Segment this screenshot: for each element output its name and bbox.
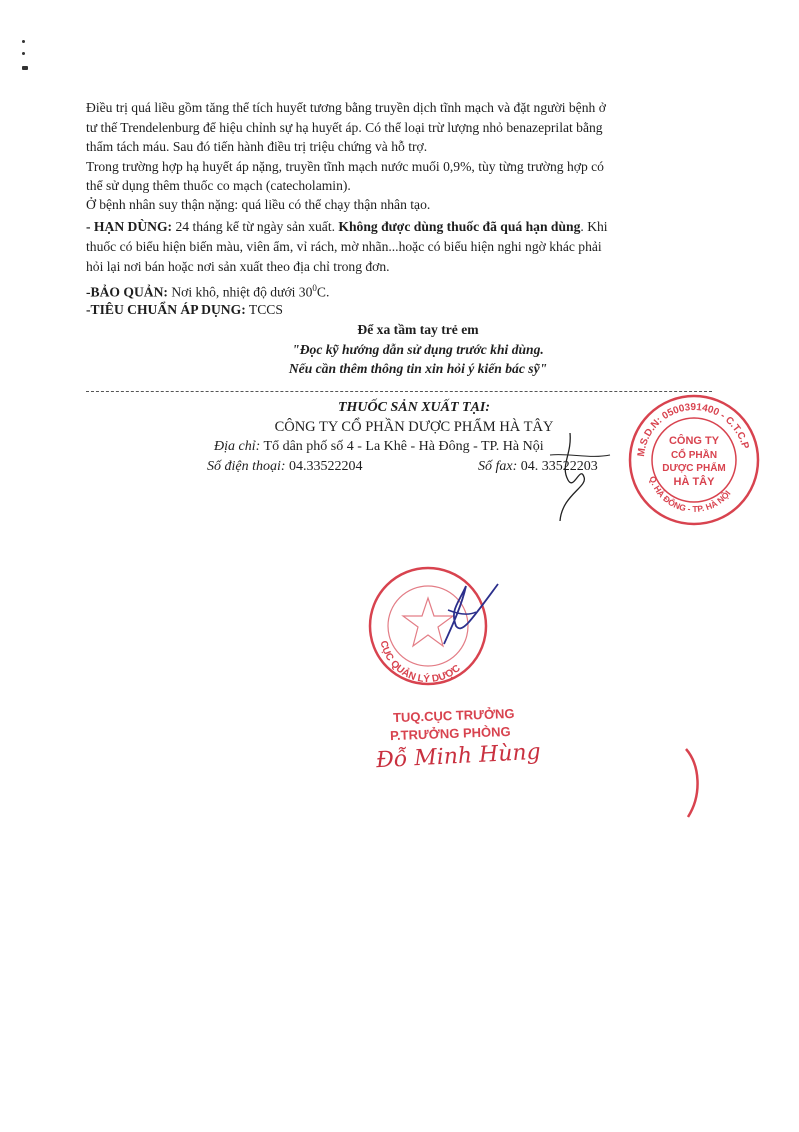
- body-line: Ở bệnh nhân suy thận nặng: quá liều có thể chạy thận nhân tạo.: [86, 197, 431, 212]
- body-line: thể sử dụng thêm thuốc co mạch (catecholamin).: [86, 178, 351, 193]
- expiry-line-3: hỏi lại nơi bán hoặc nơi sản xuất theo địa chỉ trong đơn.: [86, 259, 390, 274]
- storage-text: Nơi khô, nhiệt độ dưới 30: [167, 284, 313, 300]
- scan-mark: [22, 40, 25, 43]
- stamp-line-2: CỔ PHẦN: [670, 450, 718, 461]
- stamp-line-3: DƯỢC PHẨM: [662, 463, 726, 474]
- expiry-text: 24 tháng kể từ ngày sản xuất.: [172, 219, 339, 234]
- standard-section: [86, 300, 283, 319]
- stamp-line-4: HÀ TÂY: [673, 476, 715, 488]
- keep-away-note: Để xa tầm tay trẻ em: [357, 322, 479, 337]
- address-label: Địa chỉ:: [214, 439, 261, 454]
- fax-label: Số fax:: [478, 459, 518, 474]
- manufacturer-signature: [540, 425, 620, 525]
- storage-unit: C.: [316, 284, 330, 300]
- company-stamp: [626, 392, 762, 528]
- approval-title-2: P.TRƯỞNG PHÒNG: [389, 723, 511, 744]
- scan-mark: [22, 66, 28, 70]
- address-value: Tổ dân phố số 4 - La Khê - Hà Đông - TP. Hà Nội: [260, 439, 544, 454]
- manufacturer-phone: [207, 457, 363, 476]
- manufacturer-heading: THUỐC SẢN XUẤT TẠI:: [337, 400, 491, 415]
- standard-text: TCCS: [245, 302, 283, 317]
- approval-seal: [358, 564, 508, 694]
- storage-section: [86, 279, 329, 302]
- stamp-ring-text: M.S.D.N: 0500391400 - C.T.C.P: [636, 401, 751, 458]
- manufacturer-company: CÔNG TY CỔ PHẦN DƯỢC PHẨM HÀ TÂY: [274, 419, 554, 435]
- stamp-line-1: CÔNG TY: [668, 435, 720, 447]
- stamp-edge-mark: [680, 745, 710, 820]
- read-guide-note: "Đọc kỹ hướng dẫn sử dụng trước khi dùng.: [292, 342, 544, 357]
- seal-ring-text: CỤC QUẢN LÝ DƯỢC: [377, 639, 463, 686]
- scan-mark: [22, 52, 25, 55]
- body-line: Trong trường hợp hạ huyết áp nặng, truyền tĩnh mạch nước muối 0,9%, tùy từng trường hợp có: [86, 159, 604, 174]
- approval-title-1: TUQ.CỤC TRƯỞNG: [392, 705, 515, 726]
- manufacturer-address: [214, 437, 544, 456]
- body-line: thẩm tách máu. Sau đó tiến hành điều trị triệu chứng và hỗ trợ.: [86, 139, 428, 154]
- storage-label: -BẢO QUẢN:: [86, 284, 168, 300]
- separator-line: [86, 391, 712, 392]
- expiry-label: - HẠN DÙNG:: [86, 219, 173, 234]
- storage-degree: 0: [312, 283, 317, 293]
- stamp-ring-bottom: Q. HÀ ĐÔNG - TP. HÀ NỘI: [647, 474, 733, 515]
- standard-label: -TIÊU CHUẨN ÁP DỤNG:: [86, 302, 246, 317]
- body-line: tư thế Trendelenburg để hiệu chỉnh sự hạ huyết áp. Có thể loại trừ lượng nhỏ benazeprilat bằng: [86, 120, 603, 135]
- ask-doctor-note: Nếu cần thêm thông tin xin hỏi ý kiến bác sỹ": [288, 361, 548, 376]
- phone-value: 04.33522204: [285, 459, 363, 474]
- fax-value: 04. 33522203: [517, 459, 598, 474]
- expiry-section: [86, 217, 608, 236]
- expiry-warning: Không được dùng thuốc đã quá hạn dùng: [338, 219, 581, 234]
- expiry-text-2: . Khi: [580, 219, 608, 234]
- body-line: Điều trị quá liều gồm tăng thể tích huyết tương bằng truyền dịch tĩnh mạch và đặt người bệnh ở: [86, 100, 606, 115]
- phone-label: Số điện thoại:: [207, 459, 286, 474]
- approval-signer-name: Đỗ Minh Hùng: [375, 739, 542, 774]
- expiry-line-2: thuốc có biểu hiện biến màu, viên ẩm, vỉ rách, mờ nhãn...hoặc có biểu hiện nghi ngờ khác phải: [86, 239, 602, 254]
